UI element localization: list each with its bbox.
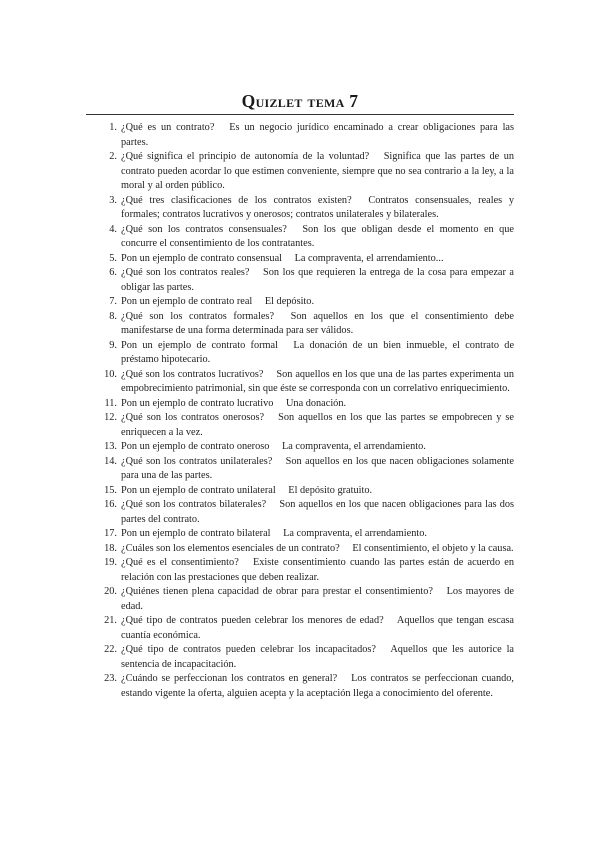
list-item: [100, 121, 514, 150]
item-number: 19.: [104, 557, 117, 568]
question-text: ¿Cuándo se perfeccionan los contratos en general?: [121, 673, 338, 684]
question-text: ¿Qué son los contratos onerosos?: [121, 412, 265, 423]
list-item: [100, 556, 514, 585]
question-text: Pon un ejemplo de contrato oneroso: [121, 441, 270, 452]
list-item: [100, 498, 514, 527]
item-number: 3.: [109, 194, 117, 206]
item-number: 10.: [104, 368, 117, 380]
list-item: [100, 585, 514, 614]
question-text: ¿Qué son los contratos unilaterales?: [121, 455, 273, 467]
item-number: 14.: [104, 455, 117, 467]
question-text: ¿Cuáles son los elementos esenciales de un contrato?: [121, 542, 340, 554]
item-number: 16.: [104, 499, 117, 510]
list-item: [100, 252, 514, 267]
answer-text: Son los que obligan desde el momento en que concurre el consentimiento de los contratantes.: [121, 223, 514, 249]
list-item: [100, 150, 514, 194]
answer-text: La compraventa, el arrendamiento...: [294, 252, 444, 264]
answer-text: El depósito.: [264, 296, 315, 307]
answer-text: Son aquellos en los que una de las partes experimenta un empobrecimiento patrimonial, sin que éste se corresponda con un correlativo enriquecimiento.: [121, 368, 514, 394]
answer-text: La compraventa, el arrendamiento.: [283, 528, 427, 539]
item-number: 6.: [109, 267, 117, 278]
answer-text: Los mayores de edad.: [121, 586, 515, 612]
list-item: [100, 339, 514, 368]
question-text: ¿Qué son los contratos formales?: [121, 310, 275, 322]
item-number: 23.: [104, 673, 117, 684]
answer-text: Contratos consensuales, reales y formales; contratos lucrativos y onerosos; contratos unilaterales y bilaterales.: [121, 194, 514, 220]
list-item: [100, 527, 514, 542]
item-number: 4.: [109, 223, 117, 235]
list-item: [100, 455, 514, 484]
question-text: Pon un ejemplo de contrato unilateral: [121, 484, 276, 496]
item-number: 17.: [104, 528, 117, 539]
list-item: [100, 295, 514, 310]
item-number: 9.: [109, 339, 117, 351]
item-number: 8.: [109, 310, 117, 322]
list-item: [100, 542, 514, 557]
answer-text: Son aquellos en los que nacen obligaciones para las dos partes del contrato.: [121, 499, 514, 525]
page-title: Quizlet tema 7: [241, 91, 359, 111]
item-number: 18.: [104, 542, 117, 554]
item-number: 13.: [104, 441, 117, 452]
item-number: 15.: [104, 484, 117, 496]
list-item: [100, 368, 514, 397]
answer-text: El depósito gratuito.: [288, 484, 373, 496]
list-item: [100, 411, 514, 440]
question-text: Pon un ejemplo de contrato bilateral: [121, 528, 271, 539]
list-item: [100, 397, 514, 412]
question-text: ¿Qué tres clasificaciones de los contratos existen?: [121, 194, 352, 206]
list-item: [100, 194, 514, 223]
question-text: ¿Qué tipo de contratos pueden celebrar los incapacitados?: [121, 644, 376, 655]
answer-text: Una donación.: [286, 397, 347, 409]
item-number: 5.: [109, 252, 117, 264]
question-text: ¿Qué son los contratos bilaterales?: [121, 499, 267, 510]
question-text: ¿Qué son los contratos lucrativos?: [121, 368, 264, 380]
answer-text: Significa que las partes de un contrato pueden acordar lo que estimen conveniente, siempre que no sea contrario a la ley, a la moral y al orden público.: [121, 151, 514, 191]
answer-text: Es un negocio jurídico encaminado a crear obligaciones para las partes.: [121, 122, 515, 148]
question-text: Pon un ejemplo de contrato consensual: [121, 252, 282, 264]
answer-text: Son aquellos en los que las partes se empobrecen y se enriquecen a la vez.: [121, 412, 514, 438]
item-number: 11.: [104, 397, 117, 409]
question-text: ¿Quiénes tienen plena capacidad de obrar para prestar el consentimiento?: [121, 586, 433, 597]
item-number: 22.: [104, 644, 117, 655]
item-number: 20.: [104, 586, 117, 597]
question-text: ¿Qué son los contratos reales?: [121, 267, 250, 278]
question-text: Pon un ejemplo de contrato real: [121, 296, 253, 307]
question-text: ¿Qué tipo de contratos pueden celebrar los menores de edad?: [121, 615, 384, 626]
question-text: ¿Qué son los contratos consensuales?: [121, 223, 287, 235]
question-text: ¿Qué es un contrato?: [121, 122, 215, 133]
item-number: 21.: [104, 615, 117, 626]
list-item: [100, 614, 514, 643]
answer-text: Son aquellos en los que el consentimiento debe manifestarse de una forma determinada para ser válidos.: [121, 310, 514, 336]
question-text: ¿Qué es el consentimiento?: [121, 557, 239, 568]
answer-text: La compraventa, el arrendamiento.: [282, 441, 426, 452]
item-number: 12.: [104, 412, 117, 423]
question-list: [100, 121, 514, 701]
list-item: [100, 672, 514, 701]
item-number: 1.: [109, 122, 117, 133]
list-item: [100, 643, 514, 672]
answer-text: La donación de un bien inmueble, el contrato de préstamo hipotecario.: [121, 339, 515, 365]
answer-text: Los contratos se perfeccionan cuando, estando vigente la oferta, alguien acepta y la aceptación llega a conocimiento del oferente.: [121, 673, 514, 699]
answer-text: Son aquellos en los que nacen obligaciones solamente para una de las partes.: [121, 455, 514, 481]
list-item: [100, 310, 514, 339]
answer-text: Aquellos que les autorice la sentencia de incapacitación.: [121, 644, 515, 670]
answer-text: Existe consentimiento cuando las partes están de acuerdo en relación con las prestaciones que deben realizar.: [121, 557, 514, 583]
question-text: Pon un ejemplo de contrato formal: [121, 339, 278, 351]
answer-text: El consentimiento, el objeto y la causa.: [352, 542, 514, 554]
item-number: 2.: [109, 151, 117, 162]
item-number: 7.: [109, 296, 117, 307]
answer-text: Aquellos que tengan escasa cuantía económica.: [121, 615, 514, 641]
list-item: [100, 223, 514, 252]
question-text: Pon un ejemplo de contrato lucrativo: [121, 397, 274, 409]
list-item: [100, 484, 514, 499]
list-item: [100, 266, 514, 295]
question-text: ¿Qué significa el principio de autonomía de la voluntad?: [121, 151, 370, 162]
title-divider: [86, 114, 514, 115]
list-item: [100, 440, 514, 455]
answer-text: Son los que requieren la entrega de la cosa para empezar a obligar las partes.: [121, 267, 514, 293]
